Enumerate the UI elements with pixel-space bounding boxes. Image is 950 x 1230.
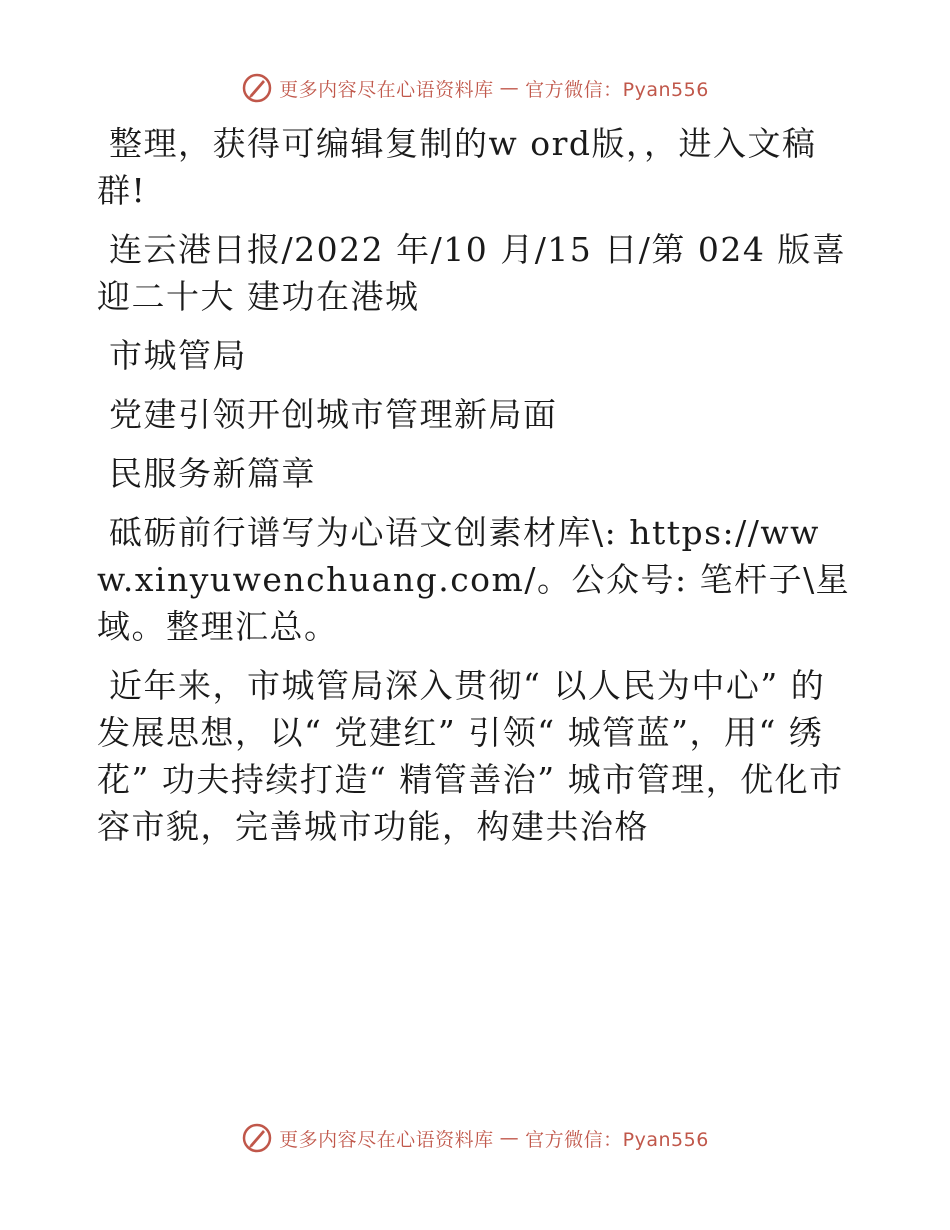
quill-seal-icon: [241, 1122, 273, 1154]
quill-seal-icon: [241, 72, 273, 104]
paragraph-intro: 整理，获得可编辑复制的w ord版，，进入文稿群!: [97, 124, 817, 210]
paragraph-source-note: 砥砺前行谱写为心语文创素材库\: https://www.xinyuwenchuang.com/。公众号: 笔杆子\星域。整理汇总。: [97, 513, 851, 646]
watermark-right-text: 官方微信：Pyan556: [525, 78, 709, 101]
document-body: [97, 120, 857, 862]
paragraph-body: 近年来，市城管局深入贯彻“ 以人民为中心” 的发展思想，以“ 党建红” 引领“ 城管蓝”，用“ 绣花” 功夫持续打造“ 精管善治” 城市管理，优化市容市貌，完善城市功能，构建共治格: [97, 666, 844, 846]
paragraph-headline: 党建引领开创城市管理新局面: [109, 395, 558, 434]
paragraph-source: 连云港日报/2022 年/10 月/15 日/第 024 版喜迎二十大 建功在港城: [97, 230, 847, 316]
watermark-left-text: 更多内容尽在心语资料库: [279, 1128, 494, 1151]
watermark-separator: —: [499, 1127, 520, 1149]
paragraph-author: 市城管局: [109, 336, 247, 375]
footer-watermark: [0, 1122, 950, 1154]
paragraph-subheadline: 民服务新篇章: [109, 454, 316, 493]
watermark-left-text: 更多内容尽在心语资料库: [279, 78, 494, 101]
watermark-separator: —: [499, 77, 520, 99]
watermark-right-text: 官方微信：Pyan556: [525, 1128, 709, 1151]
header-watermark: [0, 72, 950, 104]
